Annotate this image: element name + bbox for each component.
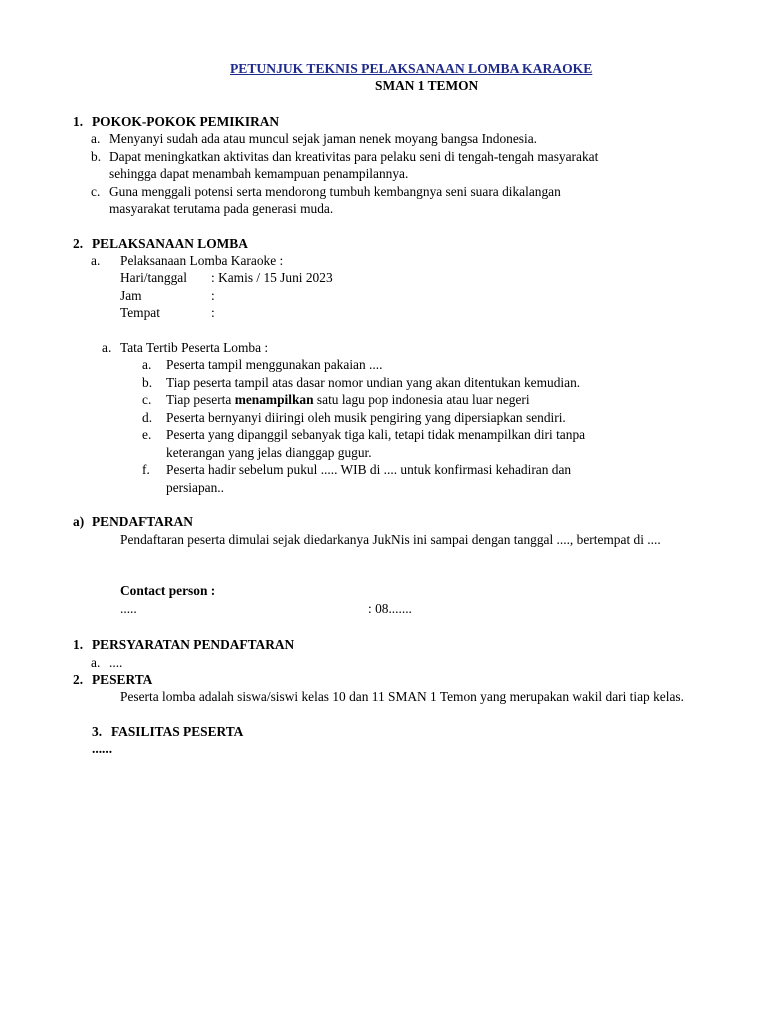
rule-a-text: Peserta tampil menggunakan pakaian .... [166, 357, 383, 372]
section2-sub-a-marker: a. [91, 253, 101, 268]
section1-heading: POKOK-POKOK PEMIKIRAN [92, 114, 280, 129]
persyaratan-item-text: .... [109, 655, 123, 670]
document-subtitle: SMAN 1 TEMON [375, 78, 479, 93]
peserta-heading: PESERTA [92, 672, 153, 687]
section1-item-b-text-line2: sehingga dapat menambah kemampuan penampilannya. [109, 166, 409, 181]
detail-value-time: : [211, 288, 215, 303]
fasilitas-heading: FASILITAS PESERTA [111, 724, 244, 739]
rule-c-text-post: satu lagu pop indonesia atau luar negeri [313, 392, 530, 407]
section2-number: 2. [73, 236, 84, 251]
persyaratan-heading: PERSYARATAN PENDAFTARAN [92, 637, 295, 652]
rule-f-marker: f. [142, 462, 150, 477]
rules-marker: a. [102, 340, 112, 355]
rules-label: Tata Tertib Peserta Lomba : [120, 340, 269, 355]
fasilitas-number: 3. [92, 724, 103, 739]
pendaftaran-marker: a) [73, 514, 85, 529]
section1-item-a-text: Menyanyi sudah ada atau muncul sejak jaman nenek moyang bangsa Indonesia. [109, 131, 537, 146]
section2-heading: PELAKSANAAN LOMBA [92, 236, 248, 251]
rule-c-text-pre: Tiap peserta [166, 392, 235, 407]
section1-number: 1. [73, 114, 84, 129]
contact-person-phone: : 08....... [368, 601, 412, 616]
detail-label-place: Tempat [120, 305, 160, 320]
rule-c-text [166, 391, 530, 409]
section1-item-c-text-line1: Guna menggali potensi serta mendorong tumbuh kembangnya seni suara dikalangan [109, 184, 561, 199]
rule-b-marker: b. [142, 375, 153, 390]
rule-c-marker: c. [142, 392, 152, 407]
rule-e-text-line2: keterangan yang jelas dianggap gugur. [166, 445, 372, 460]
rule-f-text-line2: persiapan.. [166, 480, 225, 495]
detail-label-date: Hari/tanggal [120, 270, 187, 285]
persyaratan-number: 1. [73, 637, 84, 652]
rule-e-text-line1: Peserta yang dipanggil sebanyak tiga kali, tetapi tidak menampilkan diri tanpa [166, 427, 586, 442]
section1-item-c-text-line2: masyarakat terutama pada generasi muda. [109, 201, 334, 216]
detail-value-date: : Kamis / 15 Juni 2023 [211, 270, 333, 285]
persyaratan-item-marker: a. [91, 655, 101, 670]
rule-a-marker: a. [142, 357, 152, 372]
rule-d-marker: d. [142, 410, 153, 425]
peserta-number: 2. [73, 672, 84, 687]
contact-person-label: Contact person : [120, 583, 216, 598]
rule-f-text-line1: Peserta hadir sebelum pukul ..... WIB di .... untuk konfirmasi kehadiran dan [166, 462, 572, 477]
section1-item-b-text-line1: Dapat meningkatkan aktivitas dan kreativitas para pelaku seni di tengah-tengah masyarakat [109, 149, 599, 164]
section1-item-c-marker: c. [91, 184, 101, 199]
section1-item-a-marker: a. [91, 131, 101, 146]
rule-e-marker: e. [142, 427, 152, 442]
section1-item-b-marker: b. [91, 149, 102, 164]
detail-value-place: : [211, 305, 215, 320]
rule-c-text-bold: menampilkan [234, 392, 314, 407]
section2-sub-a-label: Pelaksanaan Lomba Karaoke : [120, 253, 284, 268]
peserta-paragraph: Peserta lomba adalah siswa/siswi kelas 10 dan 11 SMAN 1 Temon yang merupakan wakil dari tiap kelas. [120, 689, 684, 704]
detail-label-time: Jam [120, 288, 142, 303]
rule-b-text: Tiap peserta tampil atas dasar nomor undian yang akan ditentukan kemudian. [166, 375, 581, 390]
contact-person-name: ..... [120, 601, 137, 616]
rule-d-text: Peserta bernyanyi diiringi oleh musik pengiring yang dipersiapkan sendiri. [166, 410, 566, 425]
pendaftaran-paragraph: Pendaftaran peserta dimulai sejak diedarkanya JukNis ini sampai dengan tanggal ...., bertempat di .... [120, 532, 661, 547]
fasilitas-text: ...... [92, 741, 113, 756]
pendaftaran-heading: PENDAFTARAN [92, 514, 193, 529]
document-title: PETUNJUK TEKNIS PELAKSANAAN LOMBA KARAOKE [230, 61, 593, 76]
